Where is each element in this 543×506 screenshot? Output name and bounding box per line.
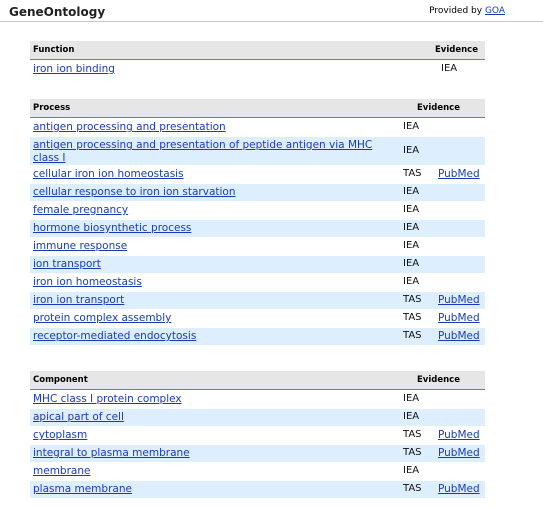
evidence-code: TAS [403, 447, 422, 458]
go-term-link[interactable]: plasma membrane [33, 483, 132, 495]
function-rows [30, 61, 485, 78]
evidence-code: TAS [403, 294, 422, 305]
evidence-code: TAS [403, 483, 422, 494]
table-row [30, 137, 485, 165]
table-row [30, 238, 485, 255]
table-row [30, 202, 485, 219]
evidence-code: TAS [403, 330, 422, 341]
table-row [30, 256, 485, 273]
table-row [30, 445, 485, 462]
process-section [30, 99, 485, 345]
function-heading: Function [33, 45, 75, 55]
pubmed-link[interactable]: PubMed [438, 330, 480, 342]
go-term-link[interactable]: antigen processing and presentation of peptide antigen via MHC class I [33, 139, 373, 164]
component-evidence-heading: Evidence [417, 375, 460, 385]
table-row [30, 481, 485, 498]
process-rows [30, 119, 485, 345]
evidence-code: IEA [403, 186, 420, 197]
table-row [30, 310, 485, 327]
pubmed-link[interactable]: PubMed [438, 429, 480, 441]
process-heading: Process [33, 103, 71, 113]
table-row [30, 463, 485, 480]
go-term-link[interactable]: antigen processing and presentation [33, 121, 226, 133]
page-title: GeneOntology [9, 5, 106, 19]
component-header [30, 371, 485, 390]
component-rows [30, 391, 485, 498]
evidence-code: TAS [403, 312, 422, 323]
table-row [30, 427, 485, 444]
table-row [30, 274, 485, 291]
table-row [30, 61, 485, 78]
go-term-link[interactable]: ion transport [33, 258, 101, 270]
evidence-code: IEA [403, 276, 420, 287]
table-row [30, 391, 485, 408]
pubmed-link[interactable]: PubMed [438, 483, 480, 495]
go-term-link[interactable]: cellular response to iron ion starvation [33, 186, 236, 198]
table-row [30, 328, 485, 345]
evidence-code: IEA [403, 258, 420, 269]
evidence-code: IEA [403, 145, 420, 156]
go-term-link[interactable]: MHC class I protein complex [33, 393, 182, 405]
go-term-link[interactable]: cytoplasm [33, 429, 88, 441]
goa-link[interactable]: GOA [484, 6, 505, 16]
provided-by [429, 6, 505, 16]
component-heading: Component [33, 375, 88, 385]
go-term-link[interactable]: apical part of cell [33, 411, 124, 423]
go-term-link[interactable]: cellular iron ion homeostasis [33, 168, 184, 180]
table-row [30, 119, 485, 136]
evidence-code: IEA [403, 411, 420, 422]
component-section [30, 371, 485, 498]
process-header [30, 99, 485, 118]
pubmed-link[interactable]: PubMed [438, 168, 480, 180]
provided-by-label: Provided by [429, 6, 485, 16]
evidence-code: TAS [403, 429, 422, 440]
pubmed-link[interactable]: PubMed [438, 312, 480, 324]
page-header [0, 0, 543, 22]
function-header [30, 41, 485, 60]
go-term-link[interactable]: integral to plasma membrane [33, 447, 190, 459]
evidence-code: TAS [403, 168, 422, 179]
pubmed-link[interactable]: PubMed [438, 447, 480, 459]
go-term-link[interactable]: receptor-mediated endocytosis [33, 330, 197, 342]
evidence-code: IEA [403, 393, 420, 404]
evidence-code: IEA [403, 121, 420, 132]
evidence-code: IEA [441, 63, 458, 74]
table-row [30, 184, 485, 201]
pubmed-link[interactable]: PubMed [438, 294, 480, 306]
go-term-link[interactable]: iron ion homeostasis [33, 276, 142, 288]
go-term-link[interactable]: immune response [33, 240, 128, 252]
go-term-link[interactable]: iron ion binding [33, 63, 115, 75]
evidence-code: IEA [403, 204, 420, 215]
table-row [30, 166, 485, 183]
go-term-link[interactable]: female pregnancy [33, 204, 129, 216]
process-evidence-heading: Evidence [417, 103, 460, 113]
function-section [30, 41, 485, 78]
table-row [30, 409, 485, 426]
go-term-link[interactable]: protein complex assembly [33, 312, 172, 324]
evidence-code: IEA [403, 222, 420, 233]
table-row [30, 292, 485, 309]
go-term-link[interactable]: iron ion transport [33, 294, 125, 306]
evidence-code: IEA [403, 240, 420, 251]
go-term-link[interactable]: membrane [33, 465, 91, 477]
evidence-code: IEA [403, 465, 420, 476]
table-row [30, 220, 485, 237]
function-evidence-heading: Evidence [435, 45, 478, 55]
go-term-link[interactable]: hormone biosynthetic process [33, 222, 192, 234]
